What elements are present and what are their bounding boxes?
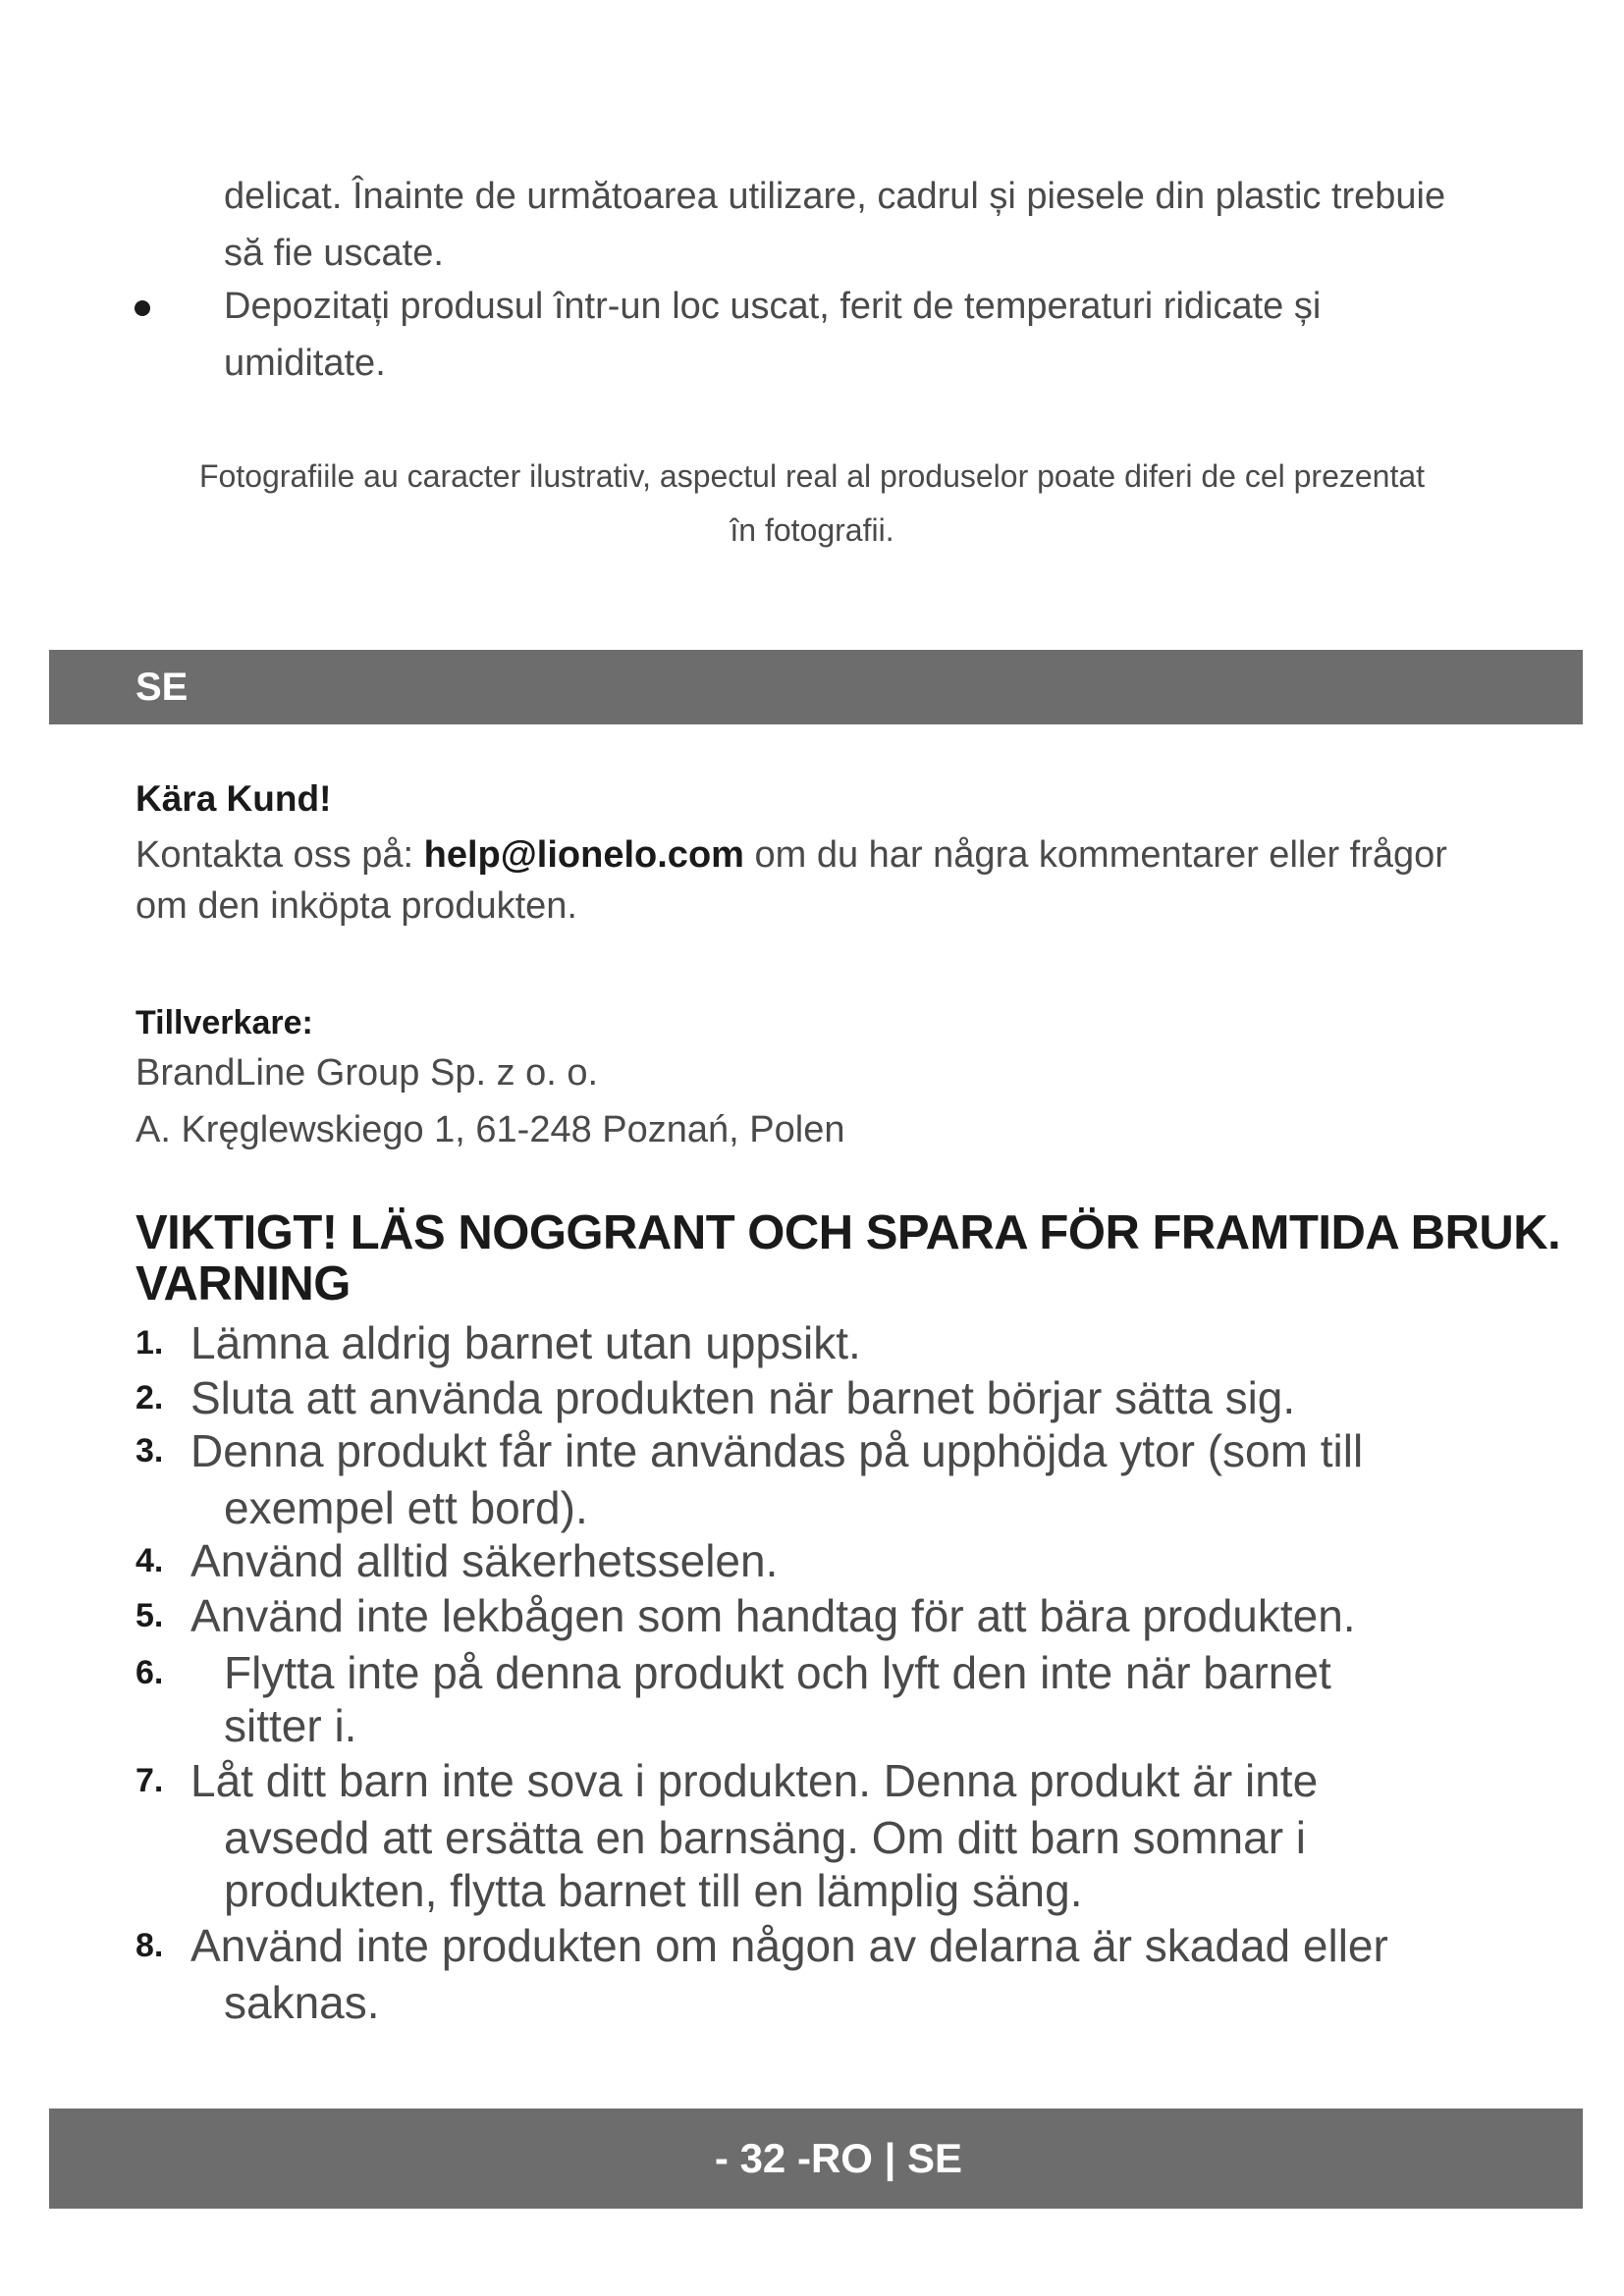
footer-bar: [49, 2109, 1583, 2209]
ro-bullet2-line1: Depozitați produsul într-un loc uscat, ferit de temperaturi ridicate și: [224, 286, 1322, 327]
warning-item-6-number: 6.: [135, 1654, 164, 1691]
warning-item-7-text-line1: Låt ditt barn inte sova i produkten. Denna produkt är inte: [190, 1755, 1319, 1806]
warning-item-4-number: 4.: [135, 1542, 164, 1579]
warning-item-8-number: 8.: [135, 1927, 164, 1964]
customer-greeting: Kära Kund!: [135, 778, 332, 819]
support-email-link[interactable]: help@lionelo.com: [423, 834, 744, 876]
warning-item-5-number: 5.: [135, 1597, 164, 1634]
contact-line1: [135, 830, 1447, 880]
warning-item-7-text-line3: produkten, flytta barnet till en lämplig säng.: [224, 1865, 1083, 1916]
contact-line2: om den inköpta produkten.: [135, 885, 577, 927]
warning-heading-line1: VIKTIGT! LÄS NOGGRANT OCH SPARA FÖR FRAMTIDA BRUK.: [135, 1206, 1561, 1259]
warning-heading-line2: VARNING: [135, 1257, 351, 1310]
manufacturer-name: BrandLine Group Sp. z o. o.: [135, 1052, 599, 1094]
ro-bullet2-line2: umiditate.: [224, 343, 386, 384]
disclaimer-line1: Fotografiile au caracter ilustrativ, aspectul real al produselor poate diferi de cel prezentat: [198, 458, 1426, 494]
warning-item-5-text: Använd inte lekbågen som handtag för att bära produkten.: [190, 1590, 1356, 1641]
warning-item-7-text-line2: avsedd att ersätta en barnsäng. Om ditt barn somnar i: [224, 1812, 1307, 1863]
warning-item-1-number: 1.: [135, 1324, 164, 1362]
ro-bullet1-line1: delicat. Înainte de următoarea utilizare, cadrul și piesele din plastic trebuie: [224, 176, 1446, 217]
section-label: SE: [135, 666, 189, 709]
manufacturer-label: Tillverkare:: [135, 1004, 313, 1041]
warning-item-7-number: 7.: [135, 1762, 164, 1799]
disclaimer-line2: în fotografii.: [730, 512, 894, 548]
warning-item-8-text-line2: saknas.: [224, 1977, 380, 2028]
warning-item-2-number: 2.: [135, 1379, 164, 1416]
warning-item-3-text-line2: exempel ett bord).: [224, 1482, 588, 1533]
ro-bullet1-line2: să fie uscate.: [224, 233, 444, 274]
manufacturer-address: A. Kręglewskiego 1, 61-248 Poznań, Polen: [135, 1109, 845, 1150]
page-number-label: - 32 -RO | SE: [714, 2135, 963, 2181]
warning-item-4-text: Använd alltid säkerhetsselen.: [190, 1535, 779, 1586]
bullet-icon: [135, 300, 150, 316]
warning-item-3-number: 3.: [135, 1432, 164, 1469]
warning-item-6-text-line1: Flytta inte på denna produkt och lyft den inte när barnet: [224, 1647, 1331, 1698]
section-header-bar: [49, 650, 1583, 724]
contact-suffix: om du har några kommentarer eller frågor: [743, 834, 1447, 876]
warning-item-2-text: Sluta att använda produkten när barnet börjar sätta sig.: [190, 1372, 1296, 1423]
warning-item-8-text-line1: Använd inte produkten om någon av delarna är skadad eller: [190, 1920, 1388, 1971]
warning-item-1-text: Lämna aldrig barnet utan uppsikt.: [190, 1317, 861, 1368]
warning-item-6-text-line2: sitter i.: [224, 1700, 357, 1751]
warning-item-3-text-line1: Denna produkt får inte användas på upphöjda ytor (som till: [190, 1425, 1364, 1476]
contact-prefix: Kontakta oss på:: [135, 834, 424, 876]
